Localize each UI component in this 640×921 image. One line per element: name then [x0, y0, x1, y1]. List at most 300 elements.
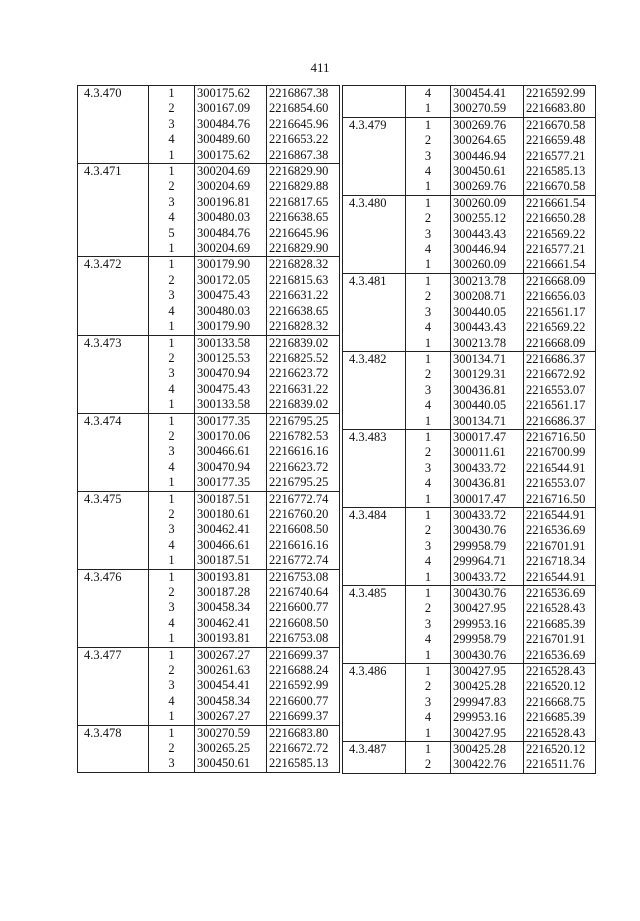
section-cell — [343, 164, 406, 179]
y-coordinate-cell: 2216686.37 — [524, 351, 596, 367]
section-cell — [78, 631, 149, 647]
point-number-cell: 2 — [149, 585, 195, 600]
x-coordinate-cell: 300462.41 — [195, 616, 267, 631]
section-cell — [78, 522, 149, 537]
y-coordinate-cell: 2216511.76 — [524, 757, 596, 773]
table-row — [343, 164, 596, 179]
y-coordinate-cell: 2216668.75 — [524, 695, 596, 710]
x-coordinate-cell: 300255.12 — [451, 211, 524, 226]
x-coordinate-cell: 300170.06 — [195, 429, 267, 444]
table-row — [78, 709, 340, 725]
section-cell — [343, 86, 406, 102]
point-number-cell: 1 — [406, 586, 451, 602]
table-row — [78, 507, 340, 522]
section-cell — [343, 601, 406, 616]
table-row — [343, 242, 596, 257]
point-number-cell: 2 — [149, 507, 195, 522]
y-coordinate-cell: 2216638.65 — [267, 210, 340, 225]
point-number-cell: 4 — [149, 538, 195, 553]
x-coordinate-cell: 300475.43 — [195, 288, 267, 303]
point-number-cell: 2 — [406, 679, 451, 694]
y-coordinate-cell: 2216520.12 — [524, 742, 596, 758]
y-coordinate-cell: 2216685.39 — [524, 617, 596, 632]
x-coordinate-cell: 300265.25 — [195, 741, 267, 756]
point-number-cell: 2 — [406, 367, 451, 382]
section-cell — [343, 257, 406, 273]
x-coordinate-cell: 300436.81 — [451, 476, 524, 491]
y-coordinate-cell: 2216528.43 — [524, 601, 596, 616]
y-coordinate-cell: 2216668.09 — [524, 273, 596, 289]
y-coordinate-cell: 2216661.54 — [524, 257, 596, 273]
x-coordinate-cell: 300172.05 — [195, 273, 267, 288]
table-row — [343, 648, 596, 664]
point-number-cell: 2 — [149, 351, 195, 366]
point-number-cell: 1 — [149, 725, 195, 741]
x-coordinate-cell: 300427.95 — [451, 726, 524, 742]
section-cell — [343, 227, 406, 242]
x-coordinate-cell: 300213.78 — [451, 273, 524, 289]
x-coordinate-cell: 300425.28 — [451, 742, 524, 758]
y-coordinate-cell: 2216623.72 — [267, 366, 340, 381]
y-coordinate-cell: 2216528.43 — [524, 726, 596, 742]
x-coordinate-cell: 300179.90 — [195, 319, 267, 335]
y-coordinate-cell: 2216553.07 — [524, 383, 596, 398]
point-number-cell: 1 — [149, 553, 195, 569]
y-coordinate-cell: 2216536.69 — [524, 523, 596, 538]
section-cell — [78, 132, 149, 147]
section-cell: 4.3.472 — [78, 257, 149, 273]
point-number-cell: 4 — [406, 86, 451, 102]
section-cell — [78, 709, 149, 725]
table-row — [343, 305, 596, 320]
table-row — [343, 539, 596, 554]
point-number-cell: 1 — [149, 475, 195, 491]
table-row — [78, 522, 340, 537]
table-row — [78, 397, 340, 413]
y-coordinate-cell: 2216795.25 — [267, 475, 340, 491]
table-row — [343, 664, 596, 680]
x-coordinate-cell: 300187.28 — [195, 585, 267, 600]
point-number-cell: 1 — [149, 647, 195, 663]
section-cell — [343, 289, 406, 304]
y-coordinate-cell: 2216839.02 — [267, 397, 340, 413]
y-coordinate-cell: 2216653.22 — [267, 132, 340, 147]
y-coordinate-cell: 2216829.88 — [267, 179, 340, 194]
point-number-cell: 3 — [149, 195, 195, 210]
y-coordinate-cell: 2216701.91 — [524, 539, 596, 554]
x-coordinate-cell: 300425.28 — [451, 679, 524, 694]
y-coordinate-cell: 2216528.43 — [524, 664, 596, 680]
section-cell — [343, 570, 406, 586]
table-row — [343, 757, 596, 773]
table-row — [343, 601, 596, 616]
x-coordinate-cell: 300480.03 — [195, 210, 267, 225]
y-coordinate-cell: 2216854.60 — [267, 101, 340, 116]
table-row — [343, 695, 596, 710]
y-coordinate-cell: 2216661.54 — [524, 195, 596, 211]
x-coordinate-cell: 300422.76 — [451, 757, 524, 773]
point-number-cell: 1 — [149, 257, 195, 273]
point-number-cell: 4 — [149, 304, 195, 319]
section-cell: 4.3.471 — [78, 164, 149, 180]
table-row — [343, 710, 596, 725]
y-coordinate-cell: 2216659.48 — [524, 133, 596, 148]
x-coordinate-cell: 300484.76 — [195, 117, 267, 132]
y-coordinate-cell: 2216544.91 — [524, 507, 596, 523]
table-row — [78, 164, 340, 180]
table-row — [78, 725, 340, 741]
point-number-cell: 3 — [406, 461, 451, 476]
y-coordinate-cell: 2216817.65 — [267, 195, 340, 210]
y-coordinate-cell: 2216608.50 — [267, 522, 340, 537]
y-coordinate-cell: 2216536.69 — [524, 586, 596, 602]
point-number-cell: 1 — [406, 351, 451, 367]
point-number-cell: 3 — [406, 149, 451, 164]
x-coordinate-cell: 300208.71 — [451, 289, 524, 304]
table-row — [78, 241, 340, 257]
x-coordinate-cell: 299964.71 — [451, 554, 524, 569]
table-row — [343, 179, 596, 195]
table-row — [78, 538, 340, 553]
x-coordinate-cell: 300267.27 — [195, 647, 267, 663]
y-coordinate-cell: 2216839.02 — [267, 335, 340, 351]
table-row — [78, 694, 340, 709]
y-coordinate-cell: 2216592.99 — [267, 678, 340, 693]
section-cell: 4.3.483 — [343, 429, 406, 445]
section-cell — [78, 179, 149, 194]
point-number-cell: 4 — [406, 398, 451, 413]
x-coordinate-cell: 300134.71 — [451, 414, 524, 430]
y-coordinate-cell: 2216699.37 — [267, 709, 340, 725]
table-row — [343, 367, 596, 382]
point-number-cell: 4 — [149, 694, 195, 709]
x-coordinate-cell: 300470.94 — [195, 366, 267, 381]
section-cell — [343, 133, 406, 148]
point-number-cell: 2 — [406, 601, 451, 616]
y-coordinate-cell: 2216670.58 — [524, 117, 596, 133]
y-coordinate-cell: 2216544.91 — [524, 461, 596, 476]
point-number-cell: 3 — [149, 756, 195, 772]
point-number-cell: 3 — [406, 383, 451, 398]
x-coordinate-cell: 300430.76 — [451, 586, 524, 602]
section-cell: 4.3.474 — [78, 413, 149, 429]
table-row — [343, 398, 596, 413]
table-row — [343, 617, 596, 632]
x-coordinate-cell: 300187.51 — [195, 553, 267, 569]
point-number-cell: 1 — [406, 179, 451, 195]
point-number-cell: 4 — [149, 210, 195, 225]
x-coordinate-cell: 300433.72 — [451, 461, 524, 476]
point-number-cell: 1 — [149, 413, 195, 429]
x-coordinate-cell: 300261.63 — [195, 663, 267, 678]
point-number-cell: 1 — [406, 648, 451, 664]
x-coordinate-cell: 299953.16 — [451, 710, 524, 725]
point-number-cell: 1 — [149, 709, 195, 725]
table-row — [78, 366, 340, 381]
point-number-cell: 3 — [406, 305, 451, 320]
table-row — [78, 429, 340, 444]
table-row — [78, 678, 340, 693]
section-cell — [78, 366, 149, 381]
point-number-cell: 4 — [406, 242, 451, 257]
point-number-cell: 4 — [406, 164, 451, 179]
point-number-cell: 4 — [406, 476, 451, 491]
section-cell — [78, 444, 149, 459]
table-row — [343, 492, 596, 508]
table-row — [78, 304, 340, 319]
y-coordinate-cell: 2216672.72 — [267, 741, 340, 756]
x-coordinate-cell: 300462.41 — [195, 522, 267, 537]
y-coordinate-cell: 2216631.22 — [267, 382, 340, 397]
y-coordinate-cell: 2216772.74 — [267, 553, 340, 569]
section-cell — [343, 445, 406, 460]
section-cell: 4.3.478 — [78, 725, 149, 741]
section-cell: 4.3.482 — [343, 351, 406, 367]
point-number-cell: 4 — [406, 632, 451, 647]
x-coordinate-cell: 300133.58 — [195, 397, 267, 413]
point-number-cell: 3 — [149, 678, 195, 693]
section-cell — [343, 320, 406, 335]
x-coordinate-cell: 300489.60 — [195, 132, 267, 147]
x-coordinate-cell: 300427.95 — [451, 664, 524, 680]
section-cell — [78, 678, 149, 693]
table-row — [343, 742, 596, 758]
table-row — [78, 413, 340, 429]
point-number-cell: 1 — [149, 335, 195, 351]
point-number-cell: 1 — [406, 273, 451, 289]
y-coordinate-cell: 2216645.96 — [267, 226, 340, 241]
point-number-cell: 1 — [406, 101, 451, 117]
table-row — [343, 445, 596, 460]
x-coordinate-cell: 299953.16 — [451, 617, 524, 632]
section-cell: 4.3.475 — [78, 491, 149, 507]
section-cell: 4.3.481 — [343, 273, 406, 289]
y-coordinate-cell: 2216668.09 — [524, 336, 596, 352]
x-coordinate-cell: 300450.61 — [451, 164, 524, 179]
table-row — [343, 507, 596, 523]
y-coordinate-cell: 2216650.28 — [524, 211, 596, 226]
y-coordinate-cell: 2216782.53 — [267, 429, 340, 444]
y-coordinate-cell: 2216577.21 — [524, 242, 596, 257]
point-number-cell: 3 — [149, 600, 195, 615]
point-number-cell: 4 — [406, 320, 451, 335]
y-coordinate-cell: 2216815.63 — [267, 273, 340, 288]
x-coordinate-cell: 300011.61 — [451, 445, 524, 460]
point-number-cell: 4 — [149, 382, 195, 397]
section-cell — [78, 226, 149, 241]
y-coordinate-cell: 2216585.13 — [524, 164, 596, 179]
point-number-cell: 2 — [149, 273, 195, 288]
table-row — [343, 117, 596, 133]
x-coordinate-cell: 300470.94 — [195, 460, 267, 475]
x-coordinate-cell: 300269.76 — [451, 179, 524, 195]
table-row — [78, 756, 340, 772]
table-row — [343, 429, 596, 445]
y-coordinate-cell: 2216520.12 — [524, 679, 596, 694]
section-cell — [78, 663, 149, 678]
section-cell — [78, 304, 149, 319]
y-coordinate-cell: 2216686.37 — [524, 414, 596, 430]
table-row — [343, 523, 596, 538]
section-cell: 4.3.477 — [78, 647, 149, 663]
section-cell: 4.3.479 — [343, 117, 406, 133]
table-row — [78, 132, 340, 147]
y-coordinate-cell: 2216569.22 — [524, 320, 596, 335]
section-cell — [343, 492, 406, 508]
y-coordinate-cell: 2216638.65 — [267, 304, 340, 319]
x-coordinate-cell: 300466.61 — [195, 444, 267, 459]
y-coordinate-cell: 2216553.07 — [524, 476, 596, 491]
table-row — [78, 179, 340, 194]
section-cell — [343, 679, 406, 694]
y-coordinate-cell: 2216700.99 — [524, 445, 596, 460]
y-coordinate-cell: 2216716.50 — [524, 492, 596, 508]
table-row — [343, 351, 596, 367]
table-row — [343, 554, 596, 569]
section-cell — [343, 398, 406, 413]
point-number-cell: 1 — [149, 491, 195, 507]
table-row — [343, 227, 596, 242]
table-row — [343, 414, 596, 430]
point-number-cell: 3 — [406, 695, 451, 710]
y-coordinate-cell: 2216561.17 — [524, 305, 596, 320]
section-cell — [78, 429, 149, 444]
y-coordinate-cell: 2216683.80 — [267, 725, 340, 741]
x-coordinate-cell: 300017.47 — [451, 492, 524, 508]
point-number-cell: 1 — [406, 195, 451, 211]
section-cell — [78, 741, 149, 756]
x-coordinate-cell: 300264.65 — [451, 133, 524, 148]
section-cell — [78, 538, 149, 553]
section-cell — [343, 710, 406, 725]
section-cell — [343, 539, 406, 554]
section-cell — [78, 288, 149, 303]
section-cell: 4.3.486 — [343, 664, 406, 680]
section-cell — [343, 757, 406, 773]
section-cell — [343, 554, 406, 569]
point-number-cell: 3 — [149, 522, 195, 537]
y-coordinate-cell: 2216645.96 — [267, 117, 340, 132]
y-coordinate-cell: 2216699.37 — [267, 647, 340, 663]
point-number-cell: 5 — [149, 226, 195, 241]
y-coordinate-cell: 2216867.38 — [267, 148, 340, 164]
point-number-cell: 1 — [149, 241, 195, 257]
table-row — [343, 149, 596, 164]
point-number-cell: 3 — [149, 444, 195, 459]
point-number-cell: 4 — [149, 460, 195, 475]
point-number-cell: 2 — [149, 179, 195, 194]
page-number: 411 — [310, 60, 330, 75]
section-cell — [78, 460, 149, 475]
point-number-cell: 1 — [406, 414, 451, 430]
section-cell — [343, 211, 406, 226]
table-row — [78, 444, 340, 459]
x-coordinate-cell: 300270.59 — [451, 101, 524, 117]
x-coordinate-cell: 300475.43 — [195, 382, 267, 397]
x-coordinate-cell: 300017.47 — [451, 429, 524, 445]
table-row — [343, 570, 596, 586]
table-row — [78, 475, 340, 491]
x-coordinate-cell: 300443.43 — [451, 227, 524, 242]
point-number-cell: 4 — [149, 132, 195, 147]
coordinates-table-right — [342, 85, 596, 774]
x-coordinate-cell: 300450.61 — [195, 756, 267, 772]
point-number-cell: 1 — [149, 631, 195, 647]
section-cell: 4.3.487 — [343, 742, 406, 758]
section-cell: 4.3.473 — [78, 335, 149, 351]
x-coordinate-cell: 300177.35 — [195, 475, 267, 491]
section-cell — [78, 756, 149, 772]
section-cell — [78, 210, 149, 225]
table-row — [343, 679, 596, 694]
x-coordinate-cell: 300177.35 — [195, 413, 267, 429]
x-coordinate-cell: 300204.69 — [195, 179, 267, 194]
y-coordinate-cell: 2216753.08 — [267, 631, 340, 647]
y-coordinate-cell: 2216616.16 — [267, 444, 340, 459]
x-coordinate-cell: 300454.41 — [195, 678, 267, 693]
section-cell: 4.3.485 — [343, 586, 406, 602]
section-cell — [78, 148, 149, 164]
point-number-cell: 1 — [406, 726, 451, 742]
point-number-cell: 1 — [406, 570, 451, 586]
section-cell — [343, 414, 406, 430]
point-number-cell: 2 — [149, 663, 195, 678]
x-coordinate-cell: 300204.69 — [195, 241, 267, 257]
section-cell — [78, 507, 149, 522]
table-row — [343, 195, 596, 211]
y-coordinate-cell: 2216772.74 — [267, 491, 340, 507]
table-row — [343, 101, 596, 117]
table-row — [78, 600, 340, 615]
y-coordinate-cell: 2216760.20 — [267, 507, 340, 522]
x-coordinate-cell: 300125.53 — [195, 351, 267, 366]
table-row — [343, 273, 596, 289]
x-coordinate-cell: 300440.05 — [451, 305, 524, 320]
point-number-cell: 1 — [406, 507, 451, 523]
section-cell — [78, 585, 149, 600]
section-cell: 4.3.484 — [343, 507, 406, 523]
y-coordinate-cell: 2216718.34 — [524, 554, 596, 569]
table-row — [78, 210, 340, 225]
section-cell — [343, 648, 406, 664]
table-row — [343, 336, 596, 352]
table-row — [78, 335, 340, 351]
table-row — [343, 86, 596, 102]
table-body — [343, 86, 596, 774]
y-coordinate-cell: 2216701.91 — [524, 632, 596, 647]
table-row — [343, 289, 596, 304]
point-number-cell: 2 — [406, 445, 451, 460]
x-coordinate-cell: 300433.72 — [451, 507, 524, 523]
y-coordinate-cell: 2216592.99 — [524, 86, 596, 102]
point-number-cell: 2 — [406, 133, 451, 148]
point-number-cell: 4 — [406, 554, 451, 569]
table-row — [78, 319, 340, 335]
table-row — [78, 553, 340, 569]
section-cell — [343, 523, 406, 538]
table-row — [343, 383, 596, 398]
section-cell — [343, 461, 406, 476]
section-cell — [78, 273, 149, 288]
point-number-cell: 2 — [406, 523, 451, 538]
table-row — [78, 117, 340, 132]
y-coordinate-cell: 2216600.77 — [267, 600, 340, 615]
section-cell — [78, 117, 149, 132]
section-cell — [343, 695, 406, 710]
x-coordinate-cell: 300175.62 — [195, 148, 267, 164]
point-number-cell: 4 — [406, 710, 451, 725]
section-cell — [343, 242, 406, 257]
